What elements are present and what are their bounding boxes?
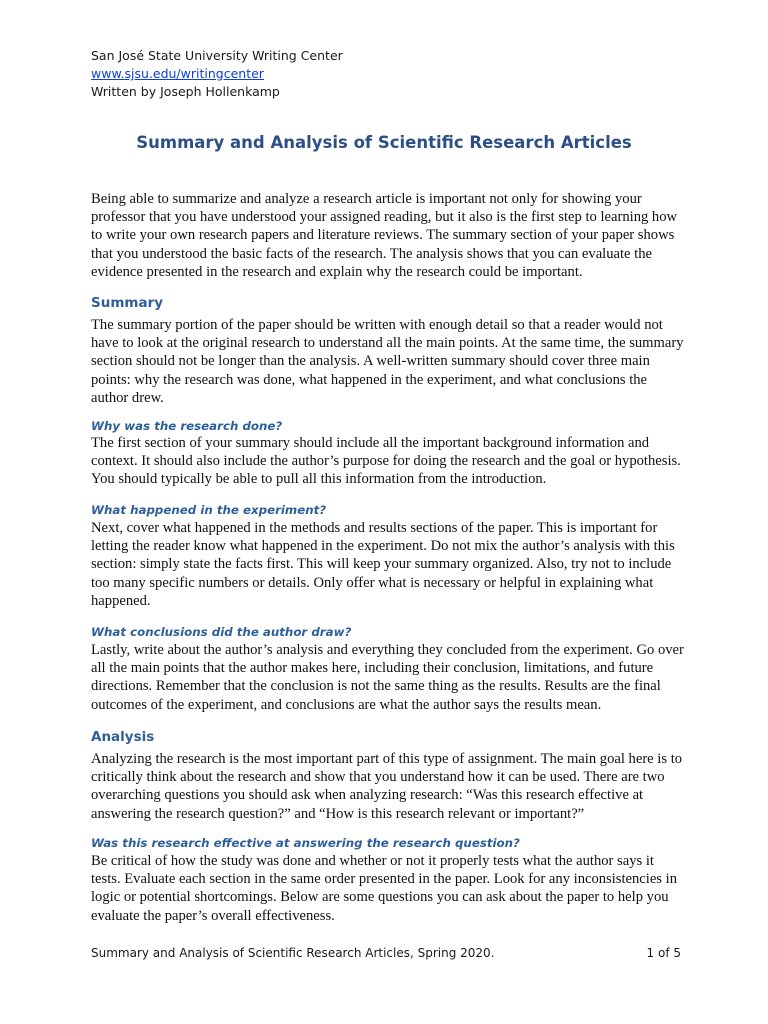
what-heading: What happened in the experiment? — [91, 503, 327, 517]
conclusions-heading: What conclusions did the author draw? — [91, 625, 352, 639]
intro-paragraph: Being able to summarize and analyze a research article is important not only for showing your professor that you have understood your assigned reading, but it also is the first step to learning how to write your own research papers and literature reviews. The summary section of your paper shows that you understood the basic facts of the research. The analysis shows that you can evaluate the evidence presented in the research and explain why the research could be important. — [91, 191, 678, 280]
org-url-line — [91, 65, 264, 82]
effective-paragraph: Be critical of how the study was done and whether or not it properly tests what the author says it tests. Evaluate each section in the same order presented in the paper. Look for any inconsistencies in logic or potential shortcomings. Below are some questions you can ask about the paper to help you evaluate the paper’s overall effectiveness. — [91, 853, 677, 924]
why-heading: Why was the research done? — [91, 419, 283, 433]
author-line: Written by Joseph Hollenkamp — [91, 84, 280, 99]
page-title: Summary and Analysis of Scientific Research Articles — [136, 133, 632, 152]
org-name: San José State University Writing Center — [91, 48, 343, 63]
analysis-paragraph: Analyzing the research is the most important part of this type of assignment. The main goal here is to critically think about the research and show that you understand how it can be used. There are two overarching questions you should ask when analyzing research: “Was this research effective at answering the research question?” and “How is this research relevant or important?” — [91, 751, 683, 822]
summary-paragraph: The summary portion of the paper should be written with enough detail so that a reader would not have to look at the original research to understand all the main points. At the same time, the summary section should not be longer than the analysis. A well-written summary should cover three main points: why the research was done, what happened in the experiment, and what conclusions the author drew. — [91, 317, 684, 406]
analysis-heading: Analysis — [91, 729, 155, 745]
what-paragraph: Next, cover what happened in the methods and results sections of the paper. This is important for letting the reader know what happened in the experiment. Do not mix the author’s analysis with this section: simply state the facts first. This will keep your summary organized. Also, try not to include too many specific numbers or details. Only offer what is necessary or helpful in explaining what happened. — [91, 520, 675, 609]
why-paragraph: The first section of your summary should include all the important background information and context. It should also include the author’s purpose for doing the research and the goal or hypothesis. You should typically be able to pull all this information from the introduction. — [91, 435, 681, 488]
writing-center-link[interactable]: www.sjsu.edu/writingcenter — [91, 66, 264, 81]
page-footer — [91, 946, 681, 960]
footer-text: Summary and Analysis of Scientific Research Articles, Spring 2020. — [91, 946, 495, 960]
conclusions-paragraph: Lastly, write about the author’s analysis and everything they concluded from the experiment. Go over all the main points that the author makes here, including their conclusion, limitations, and future directions. Remember that the conclusion is not the same thing as the results. Results are the final outcomes of the experiment, and conclusions are what the author says the results mean. — [91, 642, 684, 713]
effective-heading: Was this research effective at answering the research question? — [91, 836, 520, 850]
summary-heading: Summary — [91, 295, 164, 311]
page-number: 1 of 5 — [646, 946, 681, 960]
